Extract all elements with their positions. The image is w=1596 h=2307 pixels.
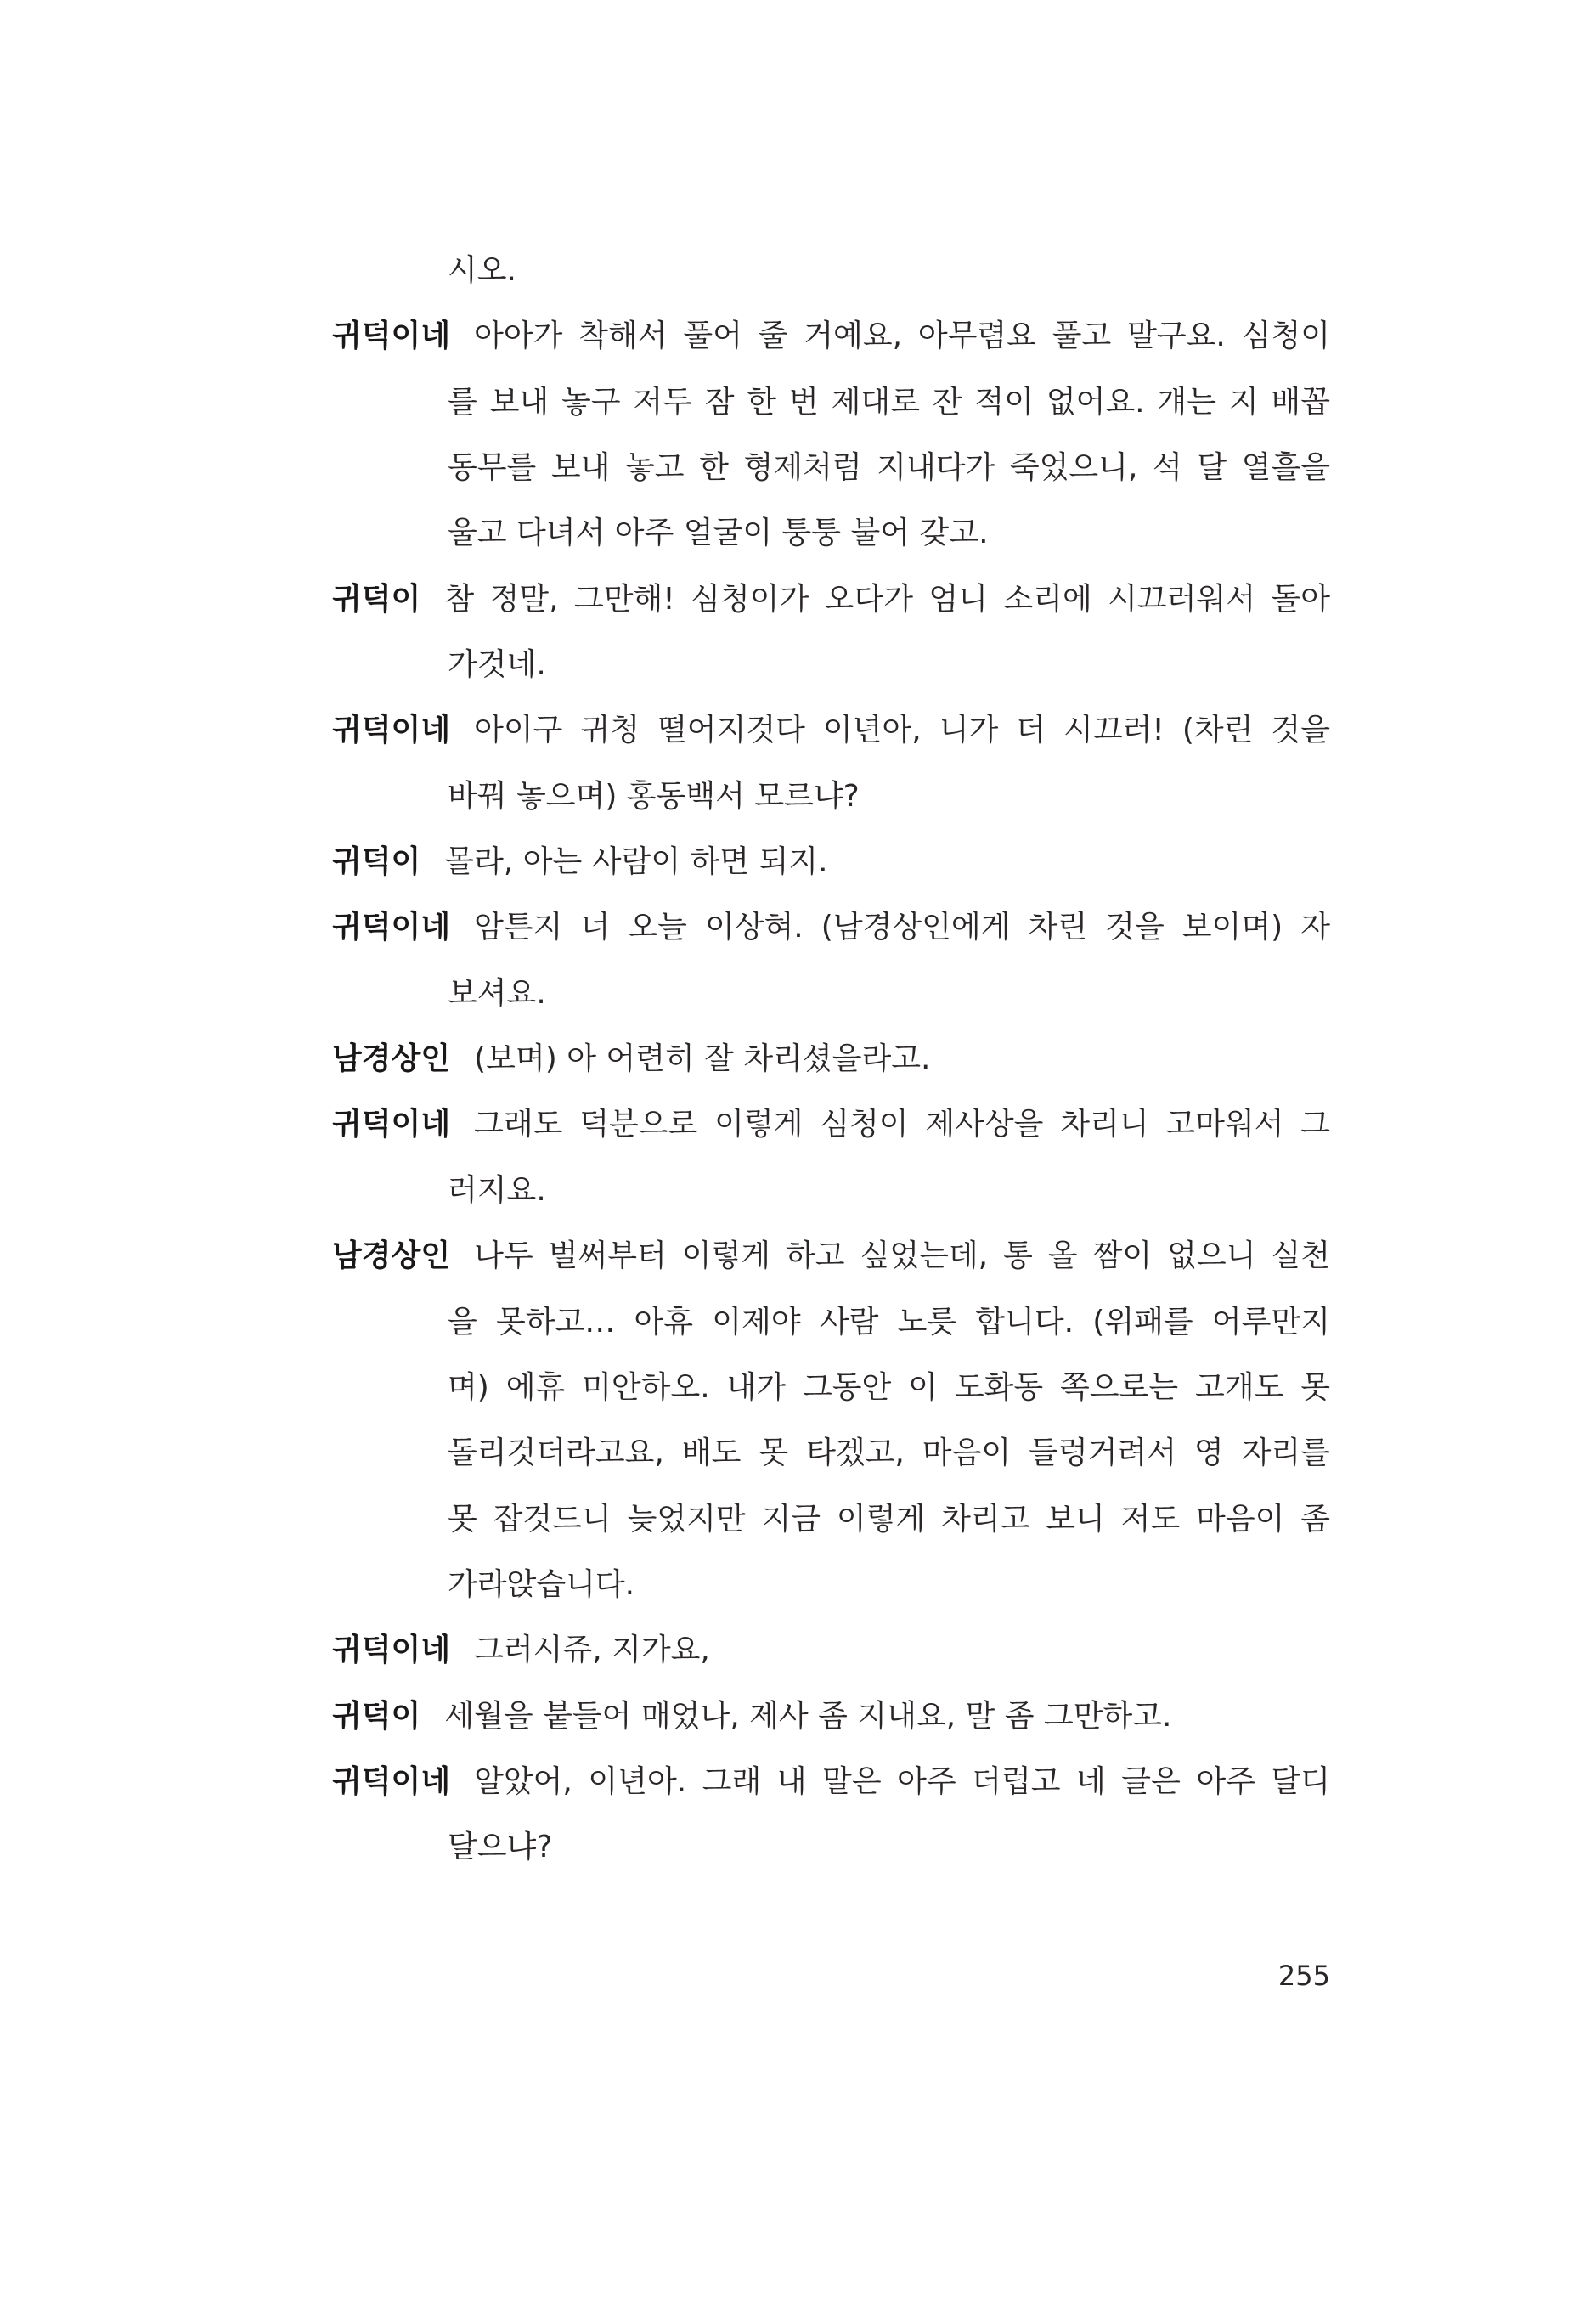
dialogue-line bbox=[448, 961, 1330, 1026]
dialogue-line bbox=[448, 1355, 1330, 1420]
line-text: 시오. bbox=[448, 253, 516, 288]
dialogue-line bbox=[332, 1749, 1330, 1814]
dialogue-line bbox=[332, 894, 1330, 960]
speaker-name: 귀덕이 bbox=[332, 1698, 421, 1734]
speaker-name: 귀덕이네 bbox=[332, 713, 451, 748]
dialogue-line bbox=[448, 1486, 1330, 1552]
line-text: 세월을 붙들어 매었나, 제사 좀 지내요, 말 좀 그만하고. bbox=[444, 1698, 1172, 1734]
speaker-name: 귀덕이네 bbox=[332, 1763, 451, 1799]
dialogue-line bbox=[448, 764, 1330, 829]
dialogue-line bbox=[448, 500, 1330, 566]
line-text: 동무를 보내 놓고 한 형제처럼 지내다가 죽었으니, 석 달 열흘을 bbox=[448, 450, 1330, 486]
dialogue-line bbox=[448, 1289, 1330, 1355]
dialogue-line bbox=[332, 567, 1330, 632]
dialogue-line bbox=[332, 697, 1330, 763]
dialogue-line bbox=[448, 1814, 1330, 1880]
line-text: 울고 다녀서 아주 얼굴이 퉁퉁 불어 갖고. bbox=[448, 516, 989, 551]
line-text: 러지요. bbox=[448, 1172, 546, 1208]
line-text: (보며) 아 어련히 잘 차리셨을라고. bbox=[474, 1041, 931, 1077]
speaker-name: 귀덕이 bbox=[332, 844, 421, 880]
line-text: 바꿔 놓으며) 홍동백서 모르냐? bbox=[448, 778, 860, 814]
line-text: 달으냐? bbox=[448, 1830, 553, 1865]
script-text-body bbox=[332, 238, 1330, 1881]
line-text: 돌리것더라고요, 배도 못 타겠고, 마음이 들렁거려서 영 자리를 bbox=[448, 1436, 1330, 1471]
line-text: 가라앉습니다. bbox=[448, 1566, 635, 1602]
line-text: 가것네. bbox=[448, 647, 546, 683]
line-text: 그러시쥬, 지가요, bbox=[474, 1633, 710, 1668]
dialogue-entry bbox=[332, 303, 1330, 566]
dialogue-line bbox=[448, 632, 1330, 697]
speaker-name: 남경상인 bbox=[332, 1041, 451, 1077]
dialogue-entry bbox=[332, 894, 1330, 1026]
dialogue-line bbox=[448, 1158, 1330, 1223]
dialogue-entry bbox=[332, 1026, 1330, 1091]
dialogue-line bbox=[448, 369, 1330, 435]
dialogue-line bbox=[448, 1420, 1330, 1486]
line-text: 아이구 귀청 떨어지것다 이년아, 니가 더 시끄러! (차린 것을 bbox=[474, 713, 1330, 748]
dialogue-line bbox=[448, 435, 1330, 500]
page-number: 255 bbox=[1277, 1960, 1330, 1992]
dialogue-entry bbox=[332, 697, 1330, 829]
dialogue-line bbox=[332, 1223, 1330, 1289]
dialogue-line bbox=[332, 1617, 1330, 1683]
dialogue-line bbox=[332, 829, 1330, 894]
dialogue-entry bbox=[332, 1749, 1330, 1881]
line-text: 나두 벌써부터 이렇게 하고 싶었는데, 통 올 짬이 없으니 실천 bbox=[474, 1238, 1330, 1274]
dialogue-entry bbox=[332, 1617, 1330, 1683]
line-text: 를 보내 놓구 저두 잠 한 번 제대로 잔 적이 없어요. 걔는 지 배꼽 bbox=[448, 384, 1330, 420]
line-text: 을 못하고… 아휴 이제야 사람 노릇 합니다. (위패를 어루만지 bbox=[448, 1304, 1330, 1340]
line-text: 알았어, 이년아. 그래 내 말은 아주 더럽고 네 글은 아주 달디 bbox=[474, 1763, 1330, 1799]
dialogue-line bbox=[448, 1552, 1330, 1617]
speaker-name: 귀덕이네 bbox=[332, 1107, 451, 1142]
dialogue-line bbox=[332, 1091, 1330, 1157]
speaker-name: 귀덕이네 bbox=[332, 1633, 451, 1668]
dialogue-entry bbox=[332, 829, 1330, 894]
speaker-name: 귀덕이 bbox=[332, 581, 421, 617]
dialogue-line bbox=[332, 1684, 1330, 1749]
dialogue-line bbox=[332, 1026, 1330, 1091]
line-text: 몰라, 아는 사람이 하면 되지. bbox=[444, 844, 828, 880]
speaker-name: 귀덕이네 bbox=[332, 910, 451, 945]
dialogue-line bbox=[448, 238, 1330, 303]
dialogue-entry bbox=[332, 1223, 1330, 1617]
line-text: 암튼지 너 오늘 이상혀. (남경상인에게 차린 것을 보이며) 자 bbox=[474, 910, 1330, 945]
line-text: 그래도 덕분으로 이렇게 심청이 제사상을 차리니 고마워서 그 bbox=[474, 1107, 1330, 1142]
line-text: 아아가 착해서 풀어 줄 거예요, 아무렴요 풀고 말구요. 심청이 bbox=[474, 319, 1330, 354]
line-text: 못 잡것드니 늦었지만 지금 이렇게 차리고 보니 저도 마음이 좀 bbox=[448, 1501, 1330, 1537]
dialogue-entry bbox=[332, 1684, 1330, 1749]
speaker-name: 귀덕이네 bbox=[332, 319, 451, 354]
dialogue-line bbox=[332, 303, 1330, 369]
speaker-name: 남경상인 bbox=[332, 1238, 451, 1274]
line-text: 참 정말, 그만해! 심청이가 오다가 엄니 소리에 시끄러워서 돌아 bbox=[444, 581, 1330, 617]
line-text: 며) 에휴 미안하오. 내가 그동안 이 도화동 쪽으로는 고개도 못 bbox=[448, 1369, 1330, 1405]
line-text: 보셔요. bbox=[448, 975, 546, 1011]
dialogue-entry bbox=[332, 567, 1330, 698]
dialogue-entry bbox=[332, 1091, 1330, 1223]
continued-dialogue bbox=[332, 238, 1330, 303]
